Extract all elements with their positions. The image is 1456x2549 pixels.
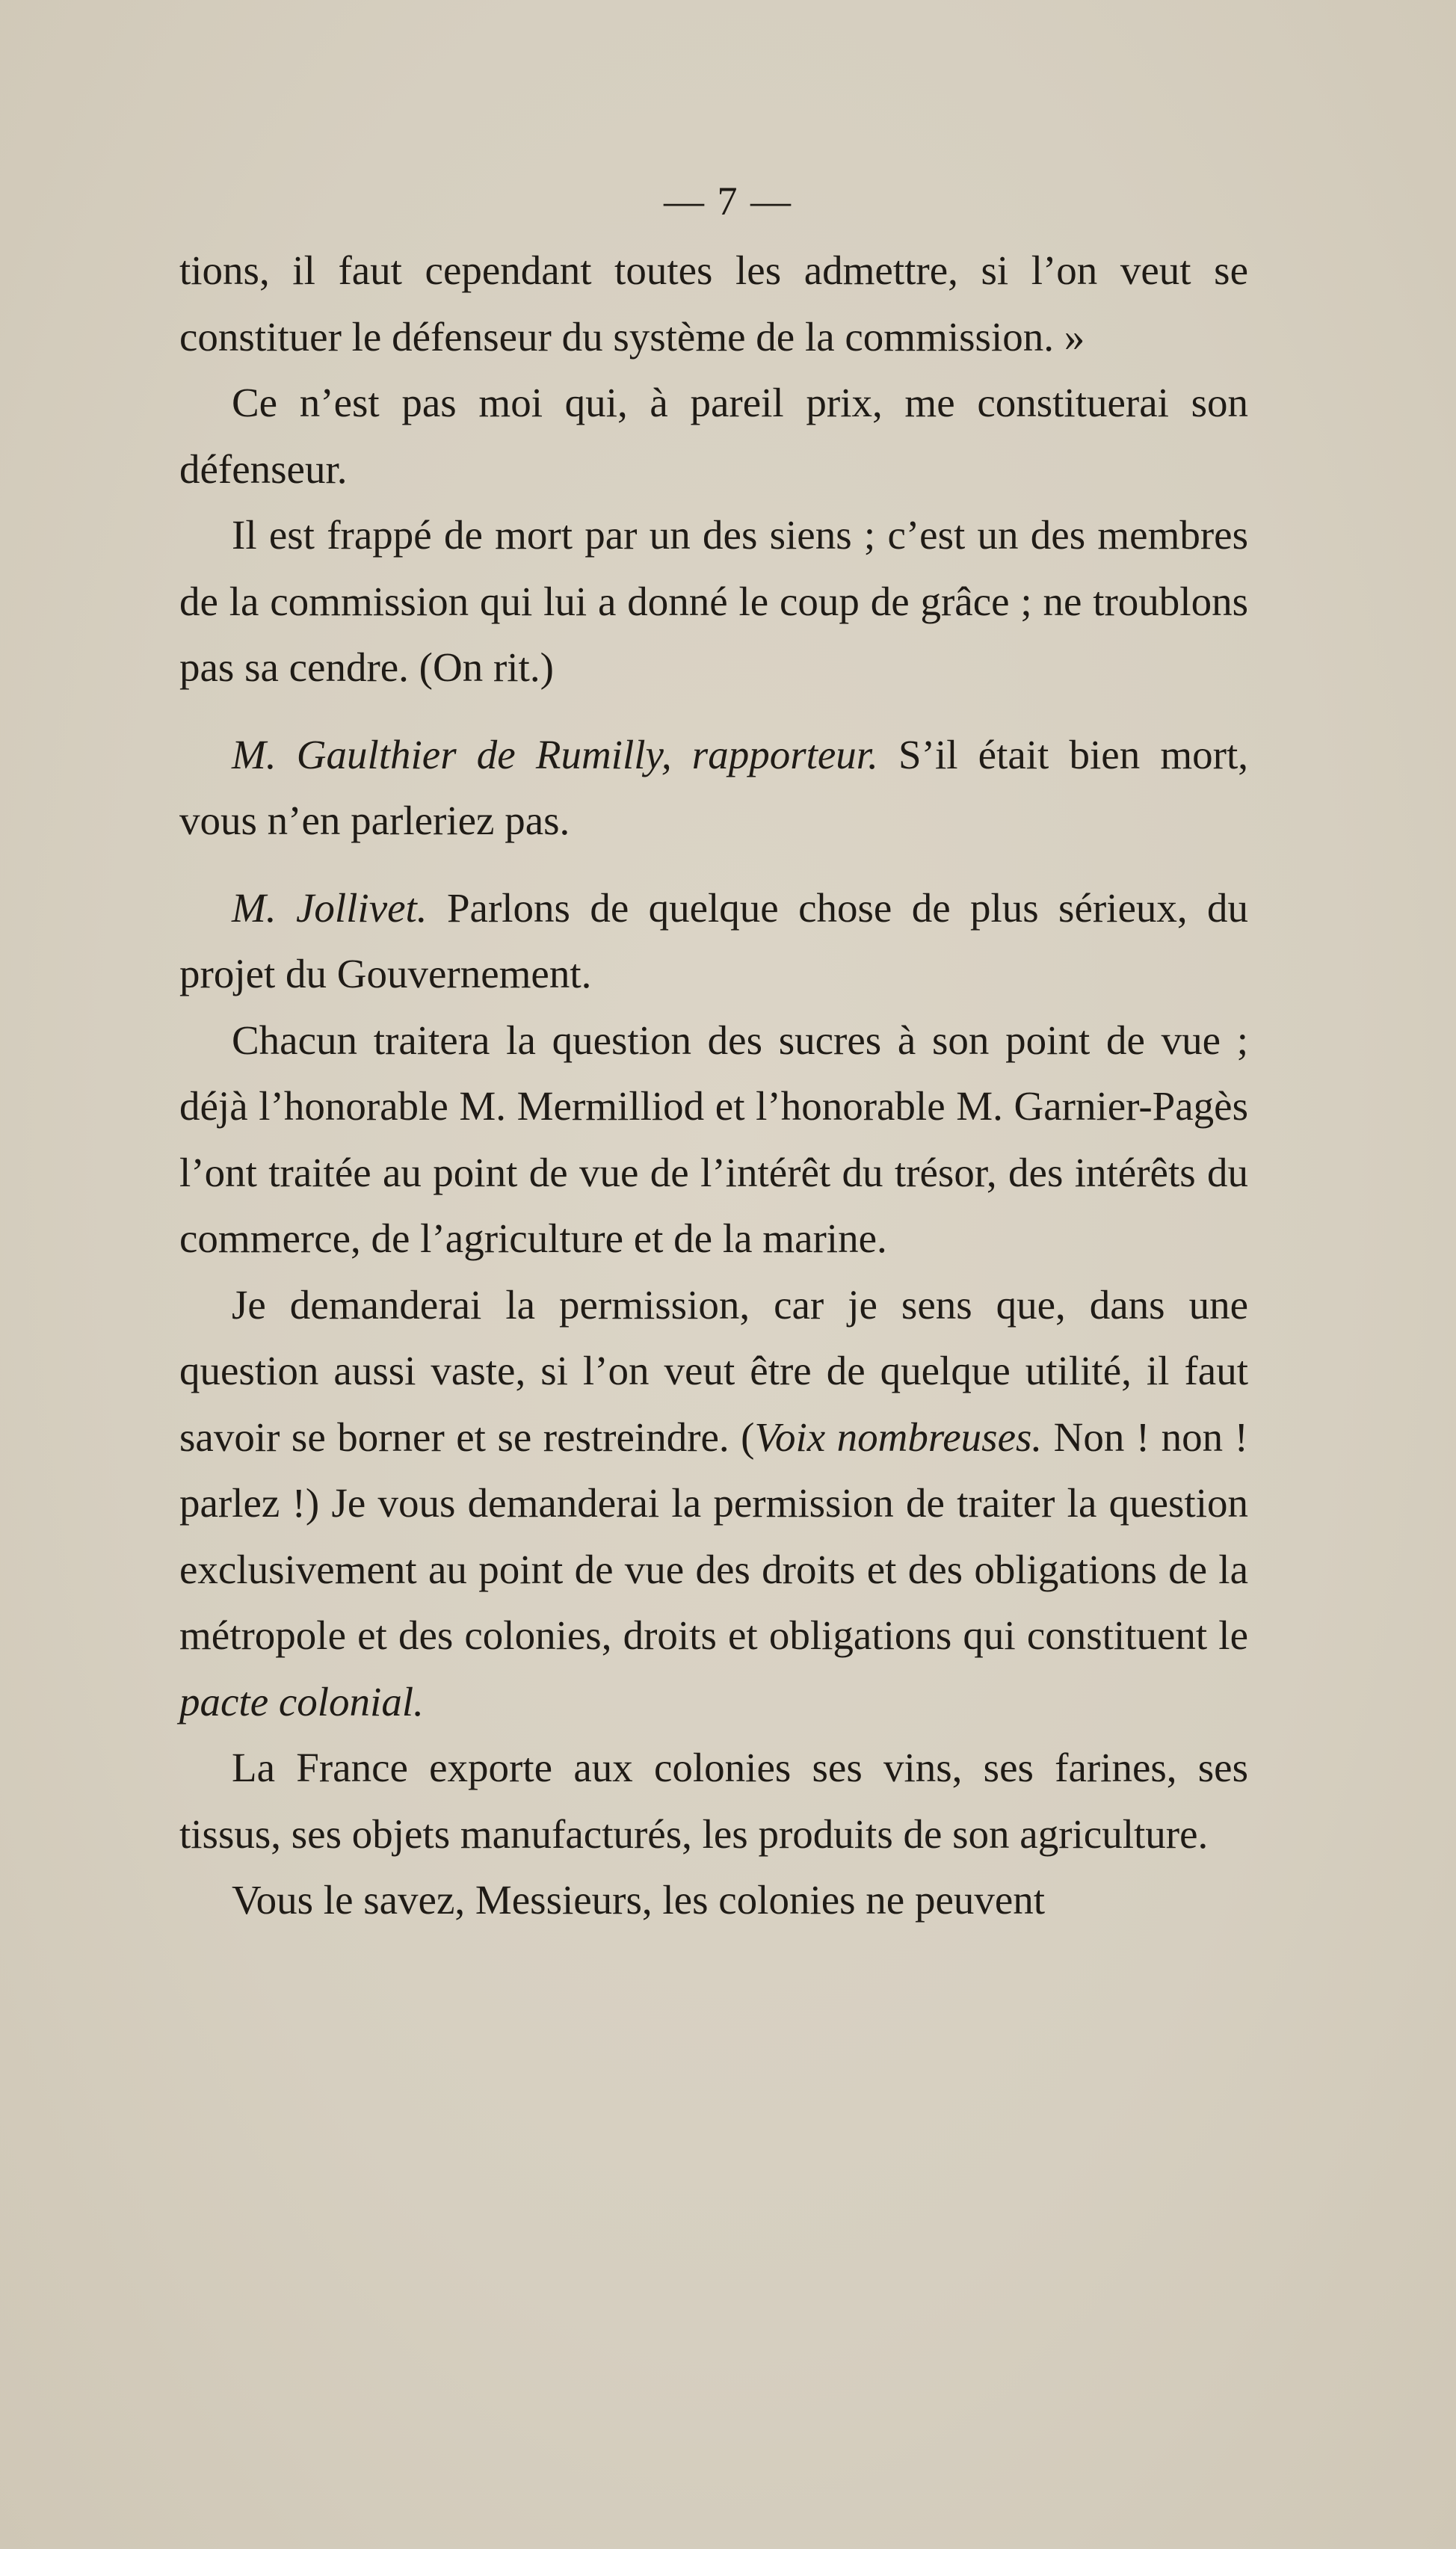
speaker-gaulthier: M. Gaulthier de Rumilly, rapporteur. [232,731,878,777]
paragraph-7 [179,1272,1248,1736]
speaker-jollivet: M. Jollivet. [232,884,428,931]
paragraph-8: La France exporte aux colonies ses vins, ses farines, ses tissus, ses objets manufacturés, les produits de son agriculture. [179,1745,1248,1857]
paragraph-2: Ce n’est pas moi qui, à pareil prix, me constituerai son défenseur. [179,380,1248,492]
pacte-colonial: pacte colonial. [179,1678,424,1724]
paragraph-4-text: S’il était bien mort, vous n’en parleriez pas. [179,731,1248,843]
paragraph-6: Chacun traitera la question des sucres à son point de vue ; déjà l’honorable M. Mermilliod et l’honorable M. Garnier-Pagès l’ont traitée au point de vue de l’intérêt du trésor, des intérêts du commerce, de l’agriculture et de la marine. [179,1017,1248,1261]
body-text [179,238,1248,1934]
page-number: — 7 — [664,179,792,224]
paragraph-1: tions, il faut cependant toutes les admettre, si l’on veut se constituer le défenseur du système de la commission. » [179,247,1248,360]
paragraph-5-text: Parlons de quelque chose de plus sérieux, du projet du Gouvernement. [179,884,1248,996]
paragraph-4 [179,722,1248,854]
paragraph-5 [179,875,1248,1008]
voix-nombreuses: Voix nombreuses. [754,1414,1043,1460]
paragraph-7-part-a: Je demanderai la permission, car je sens que, dans une question aussi vaste, si l’on veut être de quelque utilité, il faut savoir se borner et se restreindre. ( [179,1281,1248,1460]
paragraph-9: Vous le savez, Messieurs, les colonies ne peuvent [232,1877,1046,1923]
paragraph-3: Il est frappé de mort par un des siens ; c’est un des membres de la commission qui lui a donné le coup de grâce ; ne troublons pas sa cendre. (On rit.) [179,512,1248,690]
paragraph-7-part-b: Non ! non ! parlez !) Je vous demanderai la permission de traiter la question exclusivement au point de vue des droits et des obligations de la métropole et des colonies, droits et obligations qui constituent le [179,1414,1248,1658]
